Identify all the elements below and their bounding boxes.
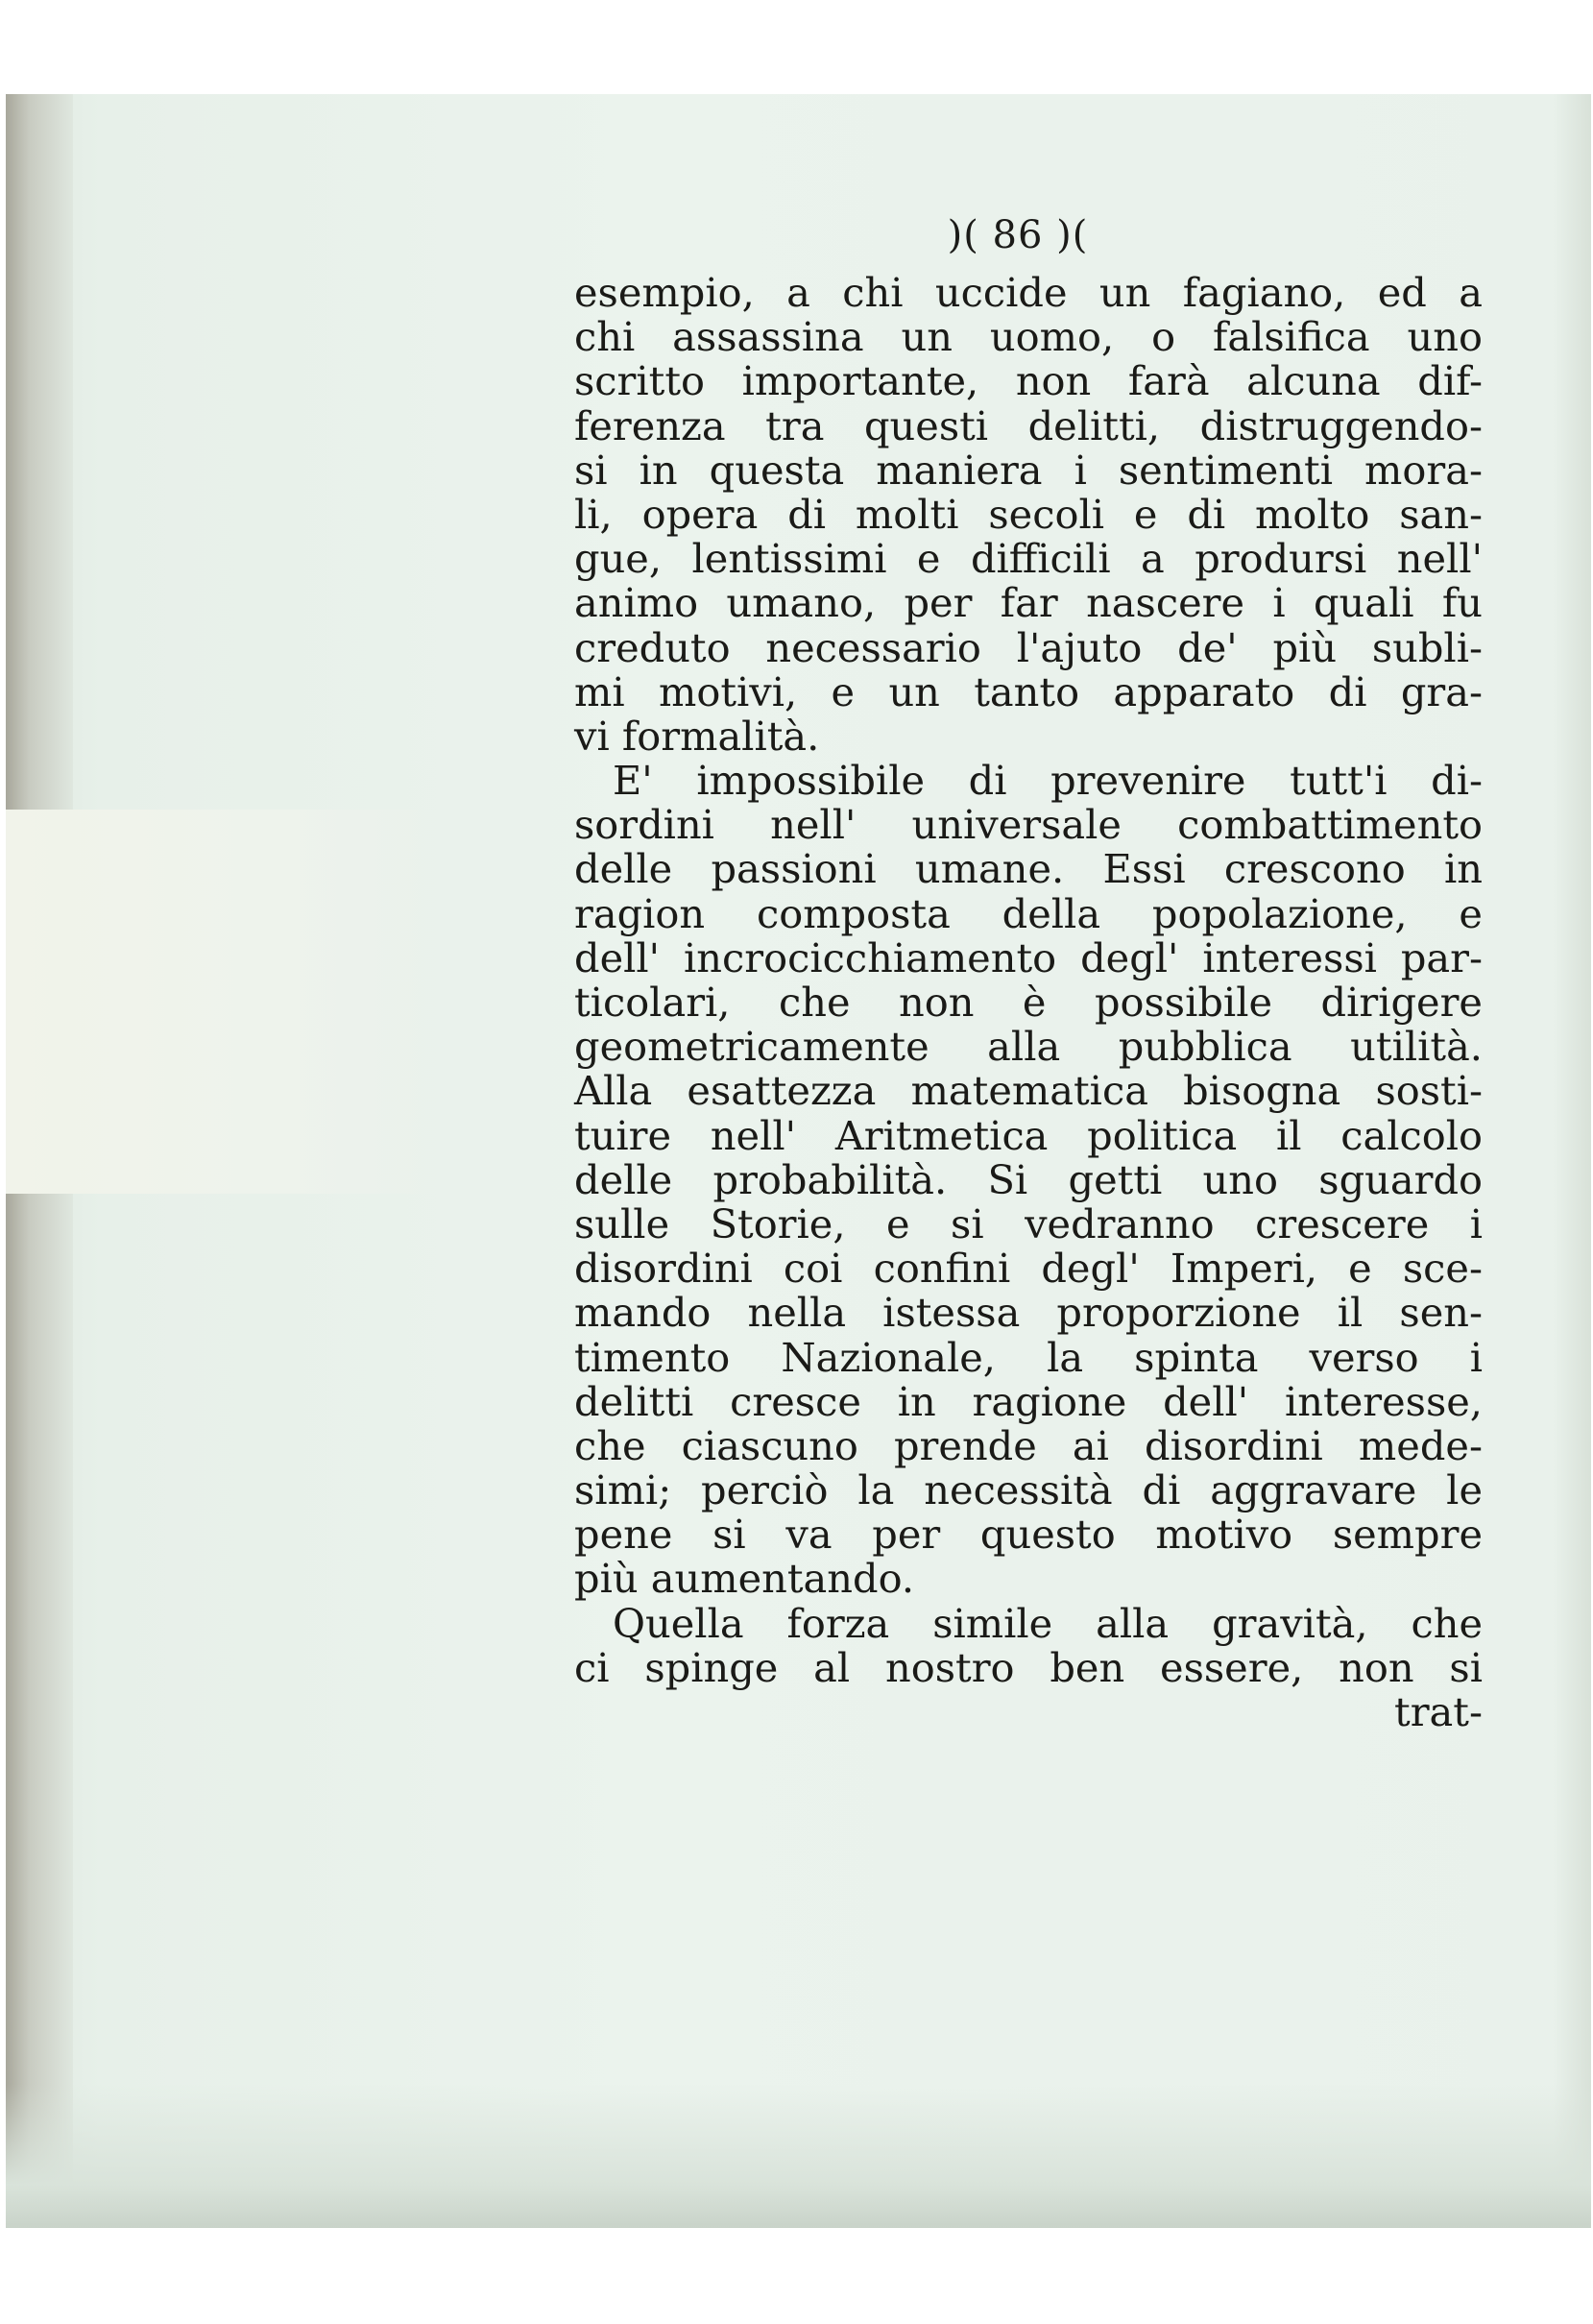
text-line: si in questa maniera i sentimenti mora- bbox=[574, 446, 1483, 494]
catchword: trat- bbox=[1394, 1688, 1483, 1735]
text-line: li, opera di molti secoli e di molto san- bbox=[574, 490, 1483, 538]
text-line: creduto necessario l'ajuto de' più subli- bbox=[574, 623, 1483, 671]
text-line: dell' incrocicchiamento degl' interessi par- bbox=[574, 933, 1483, 981]
text-line: timento Nazionale, la spinta verso i bbox=[574, 1333, 1483, 1381]
text-line: chi assassina un uomo, o falsifica uno bbox=[574, 313, 1483, 361]
text-line: esempio, a chi uccide un fagiano, ed a bbox=[574, 269, 1483, 316]
text-line: ragion composta della popolazione, e bbox=[574, 889, 1483, 937]
text-line: ticolari, che non è possibile dirigere bbox=[574, 979, 1483, 1026]
text-line: delle passioni umane. Essi crescono in bbox=[574, 845, 1483, 893]
text-line: più aumentando. bbox=[574, 1555, 915, 1603]
text-line: Quella forza simile alla gravità, che bbox=[613, 1599, 1483, 1647]
text-line: Alla esattezza matematica bisogna sosti- bbox=[574, 1067, 1483, 1115]
page-number: )( 86 )( bbox=[947, 213, 1089, 257]
text-line: ci spinge al nostro ben essere, non si bbox=[574, 1643, 1483, 1691]
text-line: che ciascuno prende ai disordini mede- bbox=[574, 1421, 1483, 1469]
text-line: E' impossibile di prevenire tutt'i di- bbox=[613, 757, 1483, 805]
text-line: vi formalità. bbox=[574, 712, 820, 760]
page-edge-shadow bbox=[1553, 94, 1591, 2228]
text-line: simi; perciò la necessità di aggravare le bbox=[574, 1466, 1483, 1514]
text-line: geometricamente alla pubblica utilità. bbox=[574, 1023, 1483, 1071]
text-line: pene si va per questo motivo sempre bbox=[574, 1511, 1483, 1559]
text-line: gue, lentissimi e difficili a prodursi nell' bbox=[574, 535, 1483, 583]
page-bottom-shadow bbox=[6, 2084, 1591, 2228]
text-line: sulle Storie, e si vedranno crescere i bbox=[574, 1199, 1483, 1247]
text-line: scritto importante, non farà alcuna dif- bbox=[574, 357, 1483, 405]
text-line: sordini nell' universale combattimento bbox=[574, 801, 1483, 849]
text-line: delle probabilità. Si getti uno sguardo bbox=[574, 1155, 1483, 1203]
text-line: disordini coi confini degl' Imperi, e sce- bbox=[574, 1245, 1483, 1293]
body-text bbox=[574, 271, 1483, 1734]
text-line: mando nella istessa proporzione il sen- bbox=[574, 1289, 1483, 1337]
text-line: mi motivi, e un tanto apparato di gra- bbox=[574, 667, 1483, 715]
text-line: delitti cresce in ragione dell' interesse, bbox=[574, 1377, 1483, 1425]
text-line: ferenza tra questi delitti, distruggendo- bbox=[574, 401, 1483, 449]
text-line: animo umano, per far nascere i quali fu bbox=[574, 579, 1483, 627]
text-line: tuire nell' Aritmetica politica il calcolo bbox=[574, 1111, 1483, 1159]
paper-discoloration bbox=[6, 810, 467, 1194]
